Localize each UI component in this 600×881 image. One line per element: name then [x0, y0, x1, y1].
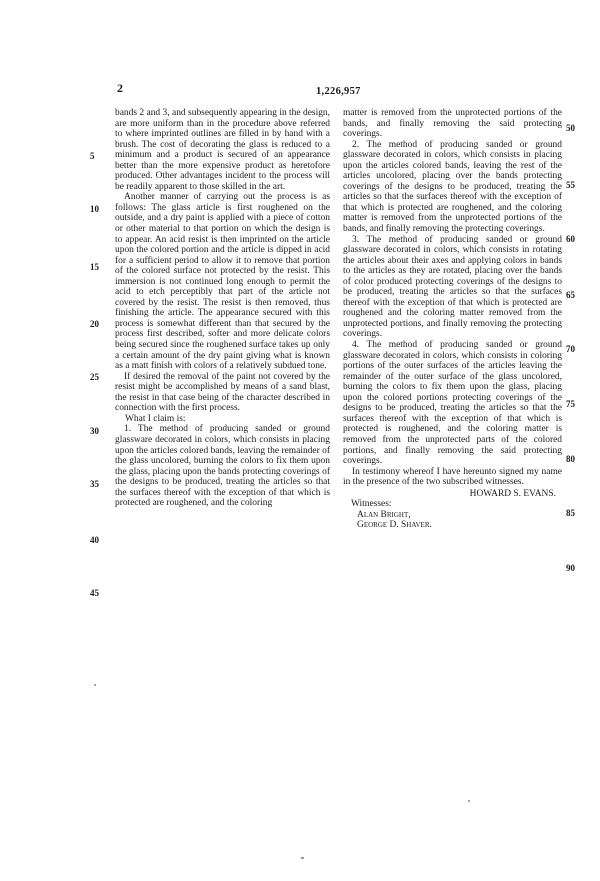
line-number: 70: [566, 344, 575, 354]
paragraph-alternate-process: Another manner of carrying out the process is as follows: The glass article is first roughened on the outside, and a dry paint is applied with a piece of cotton or other material to that portion on which the design is to appear. An acid resist is then imprinted on the article upon the colored portion and the article is dipped in acid for a sufficient period to allow it to remove that portion of the colored surface not protected by the resist. This immersion is not continued long enough to permit the acid to etch perceptibly that part of the article not covered by the resist. The resist is then removed, thus finishing the article. The appearance secured with this process is somewhat different than that secured by the process first described, softer and more delicate colors being secured since the roughened surface takes up only a certain amount of the dry paint giving what is known as a matt finish with colors of a relatively subdued tone.: [115, 192, 330, 372]
scan-speck: [468, 800, 470, 802]
line-number: 60: [566, 234, 575, 244]
line-number: 50: [566, 123, 575, 133]
line-number: 15: [90, 262, 99, 272]
witness-name: George D. Shaver.: [357, 520, 432, 531]
line-number: 45: [90, 588, 99, 598]
claim-4: 4. The method of producing sanded or ground glassware decorated in colors, which consists in coloring portions of the outer surfaces of the articles leaving the remainder of the outer surface of the glass uncolored, burning the colors to fix them upon the glass, placing upon the colored portions protecting coverings of the designs to be produced, treating the articles so that the surfaces thereof with the exception of that which is protected is roughened, and the coloring matter is removed from the unprotected parts of the colored portions, and finally removing the said protecting coverings.: [343, 340, 562, 467]
witness-name: Alan Bright,: [357, 509, 411, 520]
scan-speck: [94, 684, 96, 686]
line-number: 40: [90, 535, 99, 545]
line-number: 35: [90, 479, 99, 489]
line-number: 25: [90, 372, 99, 382]
line-number: 80: [566, 454, 575, 464]
testimony-paragraph: In testimony whereof I have hereunto signed my name in the presence of the two subscribed witnesses.: [343, 466, 562, 488]
claims-heading: What I claim is:: [125, 413, 186, 424]
paragraph-sand-blast: If desired the removal of the paint not covered by the resist might be accomplished by means of a sand blast, the resist in that case being of the character described in connection with the first process.: [115, 371, 330, 414]
line-number: 75: [566, 399, 575, 409]
patent-number: 1,226,957: [316, 86, 361, 97]
witnesses-label: Witnesses:: [351, 499, 392, 510]
line-number: 65: [566, 290, 575, 300]
left-column: [115, 108, 330, 509]
page-number: 2: [117, 81, 123, 95]
claim-2: 2. The method of producing sanded or ground glassware decorated in colors, which consists in placing upon the articles colored bands, leaving the rest of the articles uncolored, placing over the bands protecting coverings of the designs to be produced, treating the articles so that the surfaces thereof with the exception of that which is protected are roughened, and the coloring matter is removed from the unprotected portions of the bands, and finally removing the protecting coverings.: [343, 139, 562, 235]
line-number: 30: [90, 426, 99, 436]
right-column: [343, 108, 562, 531]
line-number: 10: [90, 204, 99, 214]
line-number: 85: [566, 508, 575, 518]
line-number: 20: [90, 319, 99, 329]
inventor-signature: HOWARD S. EVANS.: [469, 488, 556, 499]
claim-1-continuation: matter is removed from the unprotected portions of the bands, and finally removing the said protecting coverings.: [343, 108, 562, 140]
scan-speck: [301, 857, 304, 859]
line-number: 55: [566, 180, 575, 190]
line-number: 90: [566, 563, 575, 573]
paragraph-continuation: bands 2 and 3, and subsequently appearing in the design, are more uniform than in the procedure above referred to where imprinted outlines are filled in by hand with a brush. The cost of decorating the glass is reduced to a minimum and a product is secured of an appearance better than the more expensive product as heretofore produced. Other advantages incident to the process will be readily apparent to those skilled in the art.: [115, 108, 330, 192]
claim-1: 1. The method of producing sanded or ground glassware decorated in colors, which consists in placing upon the articles colored bands, leaving the remainder of the glass uncolored, burning the colors to fix them upon the glass, placing upon the bands protecting coverings of the designs to be produced, treating the articles so that the surfaces thereof with the exception of that which is protected are roughened, and the coloring: [115, 424, 330, 509]
claim-3: 3. The method of producing sanded or ground glassware decorated in colors, which consists in rotating the articles about their axes and applying colors in bands to the articles as they are rotated, placing over the bands of color produced protecting coverings of the designs to be produced, treating the articles so that the surfaces thereof with the exception of that which is protected are roughened and the coloring matter removed from the unprotected portions, and finally removing the protecting coverings.: [343, 234, 562, 340]
line-number: 5: [90, 151, 95, 161]
